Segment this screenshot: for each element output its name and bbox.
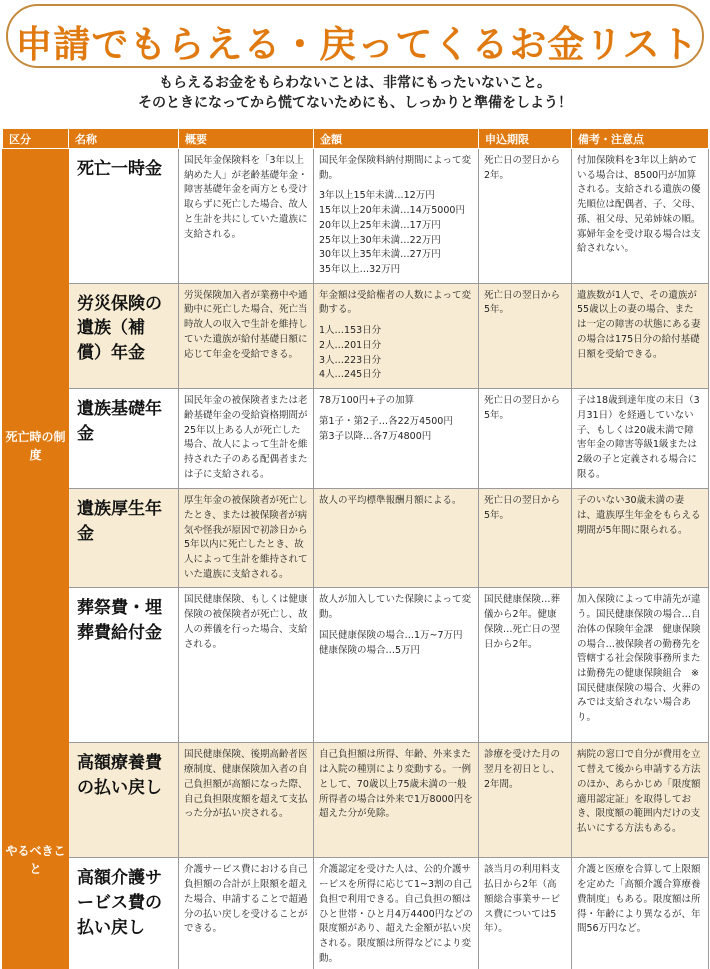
amount-item: 15年以上20年未満…14万5000円 (319, 205, 465, 217)
table-row (3, 489, 709, 588)
amount-head: 国民年金保険料納付期間によって変動。 (319, 155, 472, 181)
category-death: 死亡時の制度 (3, 149, 69, 743)
amount-item: 20年以上25年未満…17万円 (319, 219, 441, 231)
column-header-notes: 備考・注意点 (572, 129, 709, 149)
row-deadline: 死亡日の翌日から2年。 (479, 149, 572, 284)
row-deadline: 該当月の利用料支払日から2年（高額総合事業サービス費については5年）。 (479, 858, 572, 969)
row-summary: 厚生年金の被保険者が死亡したとき、または被保険者が病気や怪我が原因で初診日から5年以内に死亡したとき、故人によって生計を維持されていた遺族に支給される。 (179, 489, 314, 588)
amount-head: 年金額は受給権者の人数によって変動する。 (319, 289, 472, 316)
amount-item: 国民健康保険の場合…1万~7万円 (319, 629, 463, 641)
amount-item: 健康保険の場合…5万円 (319, 644, 421, 656)
row-summary: 労災保険加入者が業務中や通勤中に死亡した場合、死亡当時故人の収入で生計を維持していた遺族が給付基礎日額に応じて年金を受給できる。 (179, 283, 314, 388)
row-amount (314, 389, 479, 489)
row-name: 高額療養費の払い戻し (69, 743, 179, 858)
amount-item: 3人…223日分 (319, 354, 382, 366)
column-header-category: 区分 (3, 129, 69, 149)
row-notes: 子のいない30歳未満の妻は、遺族厚生年金をもらえる期間が5年間に限られる。 (572, 489, 709, 588)
amount-item: 30年以上35年未満…27万円 (319, 249, 441, 261)
amount-item: 25年以上30年未満…22万円 (319, 234, 441, 246)
row-name: 葬祭費・埋葬費給付金 (69, 588, 179, 743)
row-notes: 子は18歳到達年度の末日（3月31日）を経過していない子、もしくは20歳未満で障害年金の障害等級1級または2級の子と定義される場合に限る。 (572, 389, 709, 489)
table-row (3, 283, 709, 388)
row-deadline: 診療を受けた月の翌月を初日とし、2年間。 (479, 743, 572, 858)
row-amount (314, 858, 479, 969)
row-deadline: 死亡日の翌日から5年。 (479, 283, 572, 388)
column-header-deadline: 申込期限 (479, 129, 572, 149)
row-notes: 遺族数が1人で、その遺族が55歳以上の妻の場合、または一定の障害の状態にある妻の場合は175日分の給付基礎日額を受給できる。 (572, 283, 709, 388)
row-amount (314, 743, 479, 858)
money-list-table (2, 128, 709, 969)
amount-head: 自己負担額は所得、年齢、外来または入院の種別により変動する。一例として、70歳以上75歳未満の一般所得者の場合は外来で1万8000円を超えた分が免除。 (319, 749, 473, 820)
row-summary: 介護サービス費における自己負担額の合計が上限額を超えた場合、申請することで超過分の払い戻しを受けることができる。 (179, 858, 314, 969)
row-amount (314, 588, 479, 743)
title-band (6, 4, 704, 68)
amount-head: 故人の平均標準報酬月額による。 (319, 495, 462, 507)
table-row (3, 743, 709, 858)
table-row (3, 588, 709, 743)
amount-head: 78万100円+子の加算 (319, 395, 415, 407)
category-todo: やるべきこと (3, 743, 69, 969)
table-row (3, 389, 709, 489)
row-name: 死亡一時金 (69, 149, 179, 284)
subtitle-line-1: もらえるお金をもらわないことは、非常にもったいないこと。 (159, 75, 551, 91)
amount-head: 介護認定を受けた人は、公的介護サービスを所得に応じて1~3割の自己負担で利用できる。自己負担の額はひと世帯・ひと月4万4400円などの限度額があり、超えた金額が払い戻される。限度額は所得などにより変動。 (319, 864, 473, 964)
row-name: 高額介護サービス費の払い戻し (69, 858, 179, 969)
page-title: 申請でもらえる・戻ってくるお金リスト (15, 23, 699, 66)
row-summary: 国民健康保険、後期高齢者医療制度、健康保険加入者の自己負担額が高額になった際、自己負担限度額を超えて支払った分が払い戻される。 (179, 743, 314, 858)
amount-list (319, 324, 473, 383)
amount-head: 故人が加入していた保険によって変動。 (319, 594, 472, 621)
amount-item: 35年以上…32万円 (319, 264, 401, 276)
subtitle-line-2: そのときになってから慌てないためにも、しっかりと準備をしよう！ (138, 95, 572, 111)
row-summary: 国民健康保険、もしくは健康保険の被保険者が死亡し、故人の葬儀を行った場合、支給される。 (179, 588, 314, 743)
row-summary: 国民年金保険料を「3年以上納めた人」が老齢基礎年金・障害基礎年金を両方とも受け取らずに死亡した場合、故人と生計を共にしていた遺族に支給される。 (179, 149, 314, 284)
column-header-name: 名称 (69, 129, 179, 149)
column-header-summary: 概要 (179, 129, 314, 149)
row-amount (314, 283, 479, 388)
row-notes: 付加保険料を3年以上納めている場合は、8500円が加算される。支給される遺族の優先順位は配偶者、子、父母、孫、祖父母、兄弟姉妹の順。寡婦年金を受け取る場合は支給されない。 (572, 149, 709, 284)
row-amount (314, 149, 479, 284)
amount-list (319, 189, 473, 277)
row-name: 遺族基礎年金 (69, 389, 179, 489)
row-deadline: 死亡日の翌日から5年。 (479, 489, 572, 588)
table-row (3, 149, 709, 284)
row-name: 遺族厚生年金 (69, 489, 179, 588)
table-header-row (3, 129, 709, 149)
row-amount (314, 489, 479, 588)
row-deadline: 国民健康保険…葬儀から2年。健康保険…死亡日の翌日から2年。 (479, 588, 572, 743)
amount-list (319, 415, 473, 444)
row-deadline: 死亡日の翌日から5年。 (479, 389, 572, 489)
amount-item: 4人…245日分 (319, 369, 382, 381)
amount-item: 3年以上15年未満…12万円 (319, 190, 435, 202)
amount-item: 1人…153日分 (319, 325, 382, 337)
column-header-amount: 金額 (314, 129, 479, 149)
row-name: 労災保険の遺族（補償）年金 (69, 283, 179, 388)
amount-list (319, 629, 473, 658)
table-row (3, 858, 709, 969)
amount-item: 第3子以降…各7万4800円 (319, 430, 432, 442)
row-summary: 国民年金の被保険者または老齢基礎年金の受給資格期間が25年以上ある人が死亡した場合、故人によって生計を維持された子のある配偶者または子に支給される。 (179, 389, 314, 489)
row-notes: 加入保険によって申請先が違う。国民健康保険の場合…自治体の保険年金課 健康保険の場合…被保険者の勤務先を管轄する社会保険事務所または勤務先の健康保険組合 ※国民健康保険の場合、火葬のみでは支給されない場合あり。 (572, 588, 709, 743)
amount-item: 第1子・第2子…各22万4500円 (319, 415, 453, 427)
row-notes: 病院の窓口で自分が費用を立て替えて後から申請する方法のほか、あらかじめ「限度額適用認定証」を取得しておき、限度額の範囲内だけの支払いにする方法もある。 (572, 743, 709, 858)
row-notes: 介護と医療を合算して上限額を定めた「高額介護合算療養費制度」もある。限度額は所得・年齢により異なるが、年間56万円など。 (572, 858, 709, 969)
amount-item: 2人…201日分 (319, 339, 382, 351)
